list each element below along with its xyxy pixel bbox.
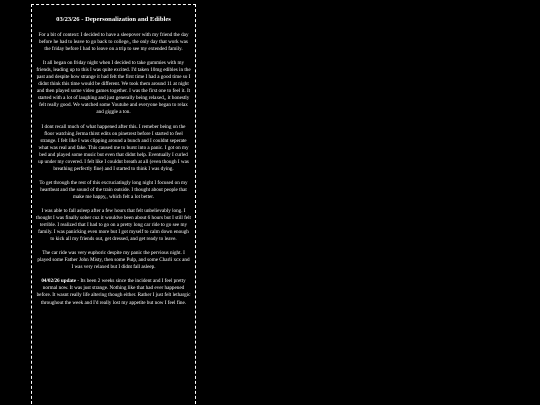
journal-entry: [31, 4, 196, 405]
entry-paragraph-3: I dont recall much of what happened after this. I remeber being on the floor watching Jerma thirst edits on pinetrest before I started to feel strange. I felt like I was clipping around a bunch and I couldnt seperate what was real and fake. This caused me to burst into a panic. I got on my bed and played some music but even that didnt help. Eventually I curled up under my covered. I felt like I couldnt breath at all (even though I was breathing perfectly fine) and I started to think I was dying.: [38, 123, 189, 172]
entry-title: 03/23/26 - Depersonalization and Edibles: [56, 16, 171, 23]
entry-update-paragraph: [36, 278, 191, 306]
update-text: - Its been 2 weeks since the incident and I feel pretty normal now. It was just strange. Nothing like that had ever happened before. It wasnt really life altering though either. Rather I just felt lethargic throughout the week and I'd really lost my appetite but now I feel fine.: [36, 278, 191, 306]
update-label: 04/02/26 update: [41, 278, 77, 285]
entry-paragraph-6: The car ride was very euphoric despite my panic the pervious night. I played some Father John Misty, then some Pulp, and some Charli xcx and I was very relaxed but I didnt fall asleep.: [37, 250, 190, 271]
entry-paragraph-5: I was able to fall asleep after a few hours that felt unbelievably long. I thought I was finally sober cuz it wouldve been about 6 hours but I still felt terrible. I realized that I had to go on a pretty long car ride to go see my family. I was panicking even more but I got myself to calm down enough to kick all my friends out, get dressed, and get ready to leave.: [36, 207, 191, 243]
entry-paragraph-2: It all began on friday night when I decided to take gummies with my friends, leading up to this I was quite excited. I'd taken 10mg edibles in the past and despite how strange it had felt the first time I had a good time so I didnt think this time would be different. We took them around 11 at night and then played some video games together. I was the first one to feel it. It started with a lot of laughing and just generally being relaxed,, it honestly felt really good. We watched some Youtube and everyone began to relax and giggle a ton.: [36, 60, 191, 116]
entry-paragraph-4: To get through the rest of this excruciatingly long night I focused on my heartbeat and the sound of the train outside. I thought about people that make me happy,, which felt a lot better.: [39, 179, 188, 200]
entry-paragraph-1: For a bit of context: I decided to have a sleepover with my friend the day before he had to leave to go back to college,, the only day that work was the friday before I had to leave on a trip to see my extended family.: [38, 32, 189, 53]
